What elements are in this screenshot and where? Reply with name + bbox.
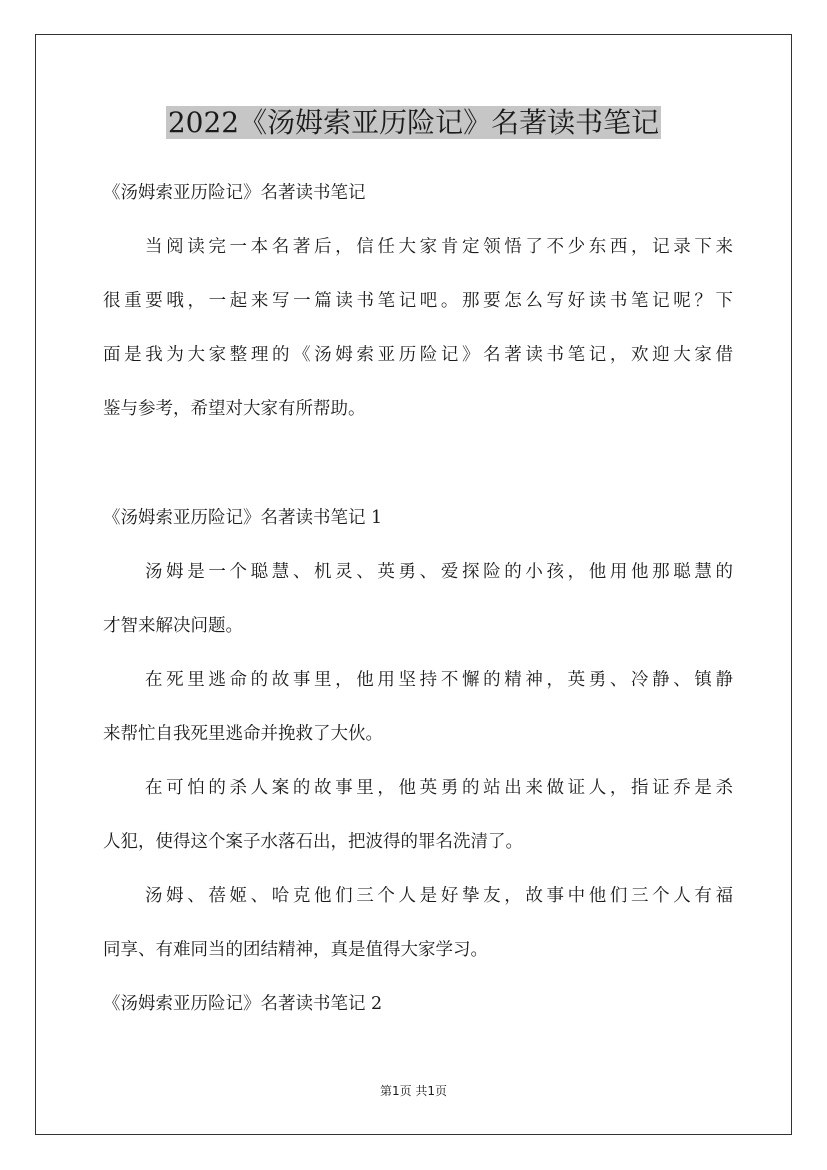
paragraph-line: 人犯，使得这个案子水落石出，把波得的罪名洗清了。: [103, 832, 523, 852]
paragraph-line: 在可怕的杀人案的故事里，他英勇的站出来做证人，指证乔是杀: [145, 778, 733, 798]
section-heading-1: 《汤姆索亚历险记》名著读书笔记 1: [103, 508, 383, 528]
paragraph-line: 来帮忙自我死里逃命并挽救了大伙。: [103, 724, 383, 744]
paragraph-line: 才智来解决问题。: [103, 616, 243, 636]
paragraph-line: 当阅读完一本名著后，信任大家肯定领悟了不少东西，记录下来: [145, 237, 733, 257]
paragraph-line: 汤姆是一个聪慧、机灵、英勇、爱探险的小孩，他用他那聪慧的: [145, 562, 733, 582]
paragraph-line: 同享、有难同当的团结精神，真是值得大家学习。: [103, 940, 488, 960]
intro-heading: 《汤姆索亚历险记》名著读书笔记: [103, 183, 366, 203]
page-indicator: 第1页 共1页: [379, 1084, 448, 1098]
document-title-text: 2022《汤姆索亚历险记》名著读书笔记: [167, 106, 660, 139]
document-title: [0, 98, 827, 148]
paragraph-line: 鉴与参考，希望对大家有所帮助。: [103, 399, 366, 419]
section-heading-2: 《汤姆索亚历险记》名著读书笔记 2: [103, 994, 383, 1014]
paragraph-line: 在死里逃命的故事里，他用坚持不懈的精神，英勇、冷静、镇静: [145, 670, 733, 690]
paragraph-line: 汤姆、蓓姬、哈克他们三个人是好挚友，故事中他们三个人有福: [145, 886, 733, 906]
paragraph-line: 面是我为大家整理的《汤姆索亚历险记》名著读书笔记，欢迎大家借: [103, 345, 733, 365]
paragraph-line: 很重要哦，一起来写一篇读书笔记吧。那要怎么写好读书笔记呢？下: [103, 291, 733, 311]
